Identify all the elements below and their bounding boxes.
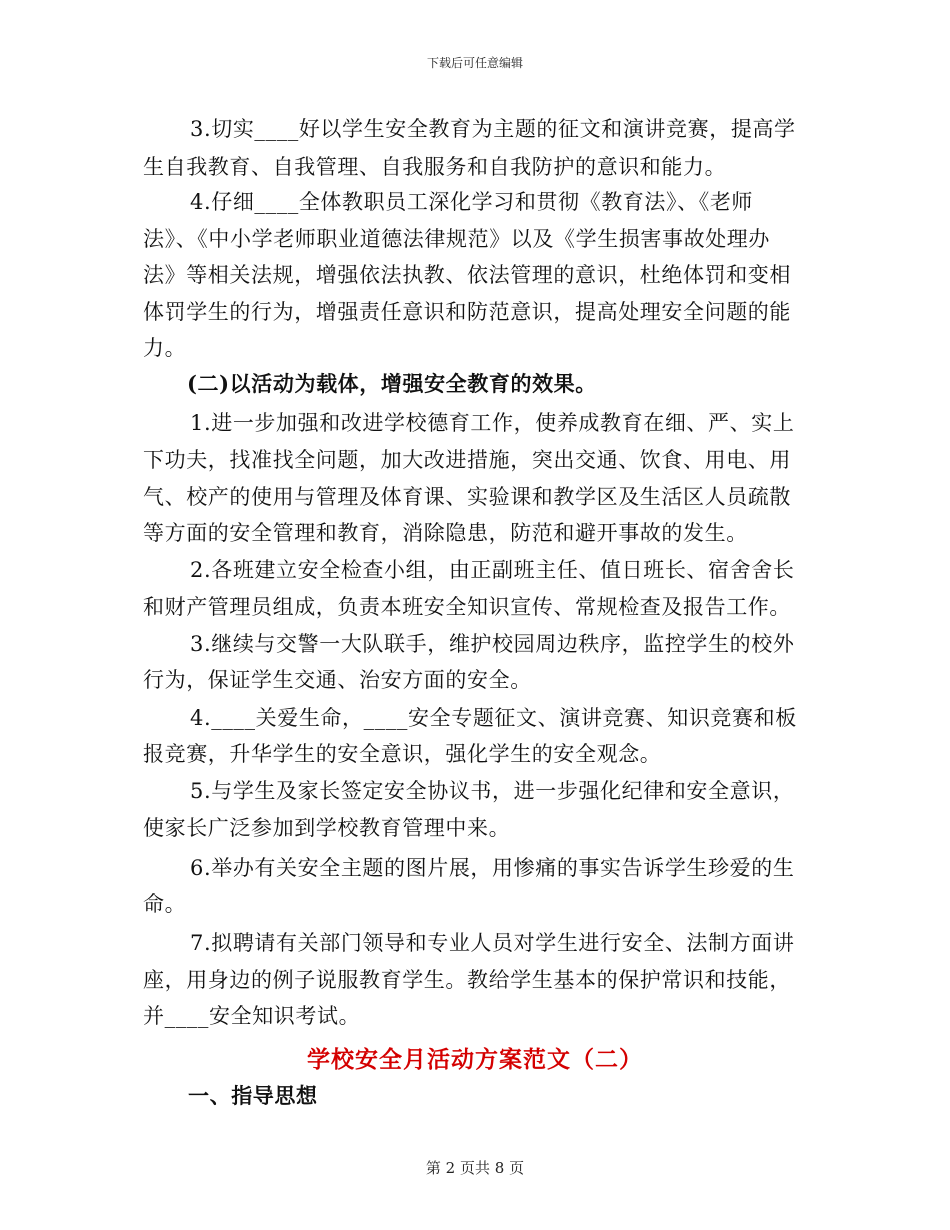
text-line: 生自我教育、自我管理、自我服务和自我防护的意识和能力。	[143, 155, 727, 179]
text-line: 体罚学生的行为，增强责任意识和防范意识，提高处理安全问题的能	[143, 300, 791, 324]
text-line: 和财产管理员组成，负责本班安全知识宣传、常规检查及报告工作。	[143, 595, 791, 619]
subsection-heading: (二)以活动为载体，增强安全教育的效果。	[187, 371, 597, 396]
text-line: 法》等相关法规，增强依法执教、依法管理的意识，杜绝体罚和变相	[143, 263, 791, 287]
text-line: 法》、《中小学老师职业道德法律规范》以及《学生损害事故处理办	[143, 227, 770, 251]
text-line: 报竞赛，升华学生的安全意识，强化学生的安全观念。	[143, 742, 662, 766]
text-line: 3.继续与交警一大队联手，维护校园周边秩序，监控学生的校外	[190, 632, 795, 656]
text-line: 7.拟聘请有关部门领导和专业人员对学生进行安全、法制方面讲	[190, 931, 795, 955]
text-line: 4.____关爱生命，____安全专题征文、演讲竞赛、知识竞赛和板	[190, 706, 797, 730]
text-line: 座，用身边的例子说服教育学生。教给学生基本的保护常识和技能，	[143, 968, 791, 992]
text-line: 力。	[143, 336, 187, 360]
section-subheading: 一、指导思想	[188, 1083, 318, 1108]
text-line: 气、校产的使用与管理及体育课、实验课和教学区及生活区人员疏散	[143, 485, 791, 509]
page-header: 下载后可任意编辑	[426, 56, 523, 70]
text-line: 3.切实____好以学生安全教育为主题的征文和演讲竞赛，提高学	[190, 117, 796, 141]
page-footer: 第 2 页共 8 页	[425, 1159, 525, 1177]
text-line: 下功夫，找准找全问题，加大改进措施，突出交通、饮食、用电、用	[143, 448, 791, 472]
text-line: 5.与学生及家长签定安全协议书，进一步强化纪律和安全意识，	[190, 779, 795, 803]
text-line: 行为，保证学生交通、治安方面的安全。	[143, 668, 532, 692]
text-line: 等方面的安全管理和教育，消除隐患，防范和避开事故的发生。	[143, 521, 748, 545]
text-line: 使家长广泛参加到学校教育管理中来。	[143, 816, 511, 840]
text-line: 4.仔细____全体教职员工深化学习和贯彻《教育法》、《老师	[190, 190, 754, 214]
text-line: 并____安全知识考试。	[143, 1004, 361, 1028]
text-line: 6.举办有关安全主题的图片展，用惨痛的事实告诉学生珍爱的生	[190, 856, 795, 880]
section-title: 学校安全月活动方案范文（二）	[307, 1046, 643, 1073]
text-line: 1.进一步加强和改进学校德育工作，使养成教育在细、严、实上	[190, 411, 795, 435]
text-line: 2.各班建立安全检查小组，由正副班主任、值日班长、宿舍舍长	[190, 558, 795, 582]
text-line: 命。	[143, 892, 187, 916]
